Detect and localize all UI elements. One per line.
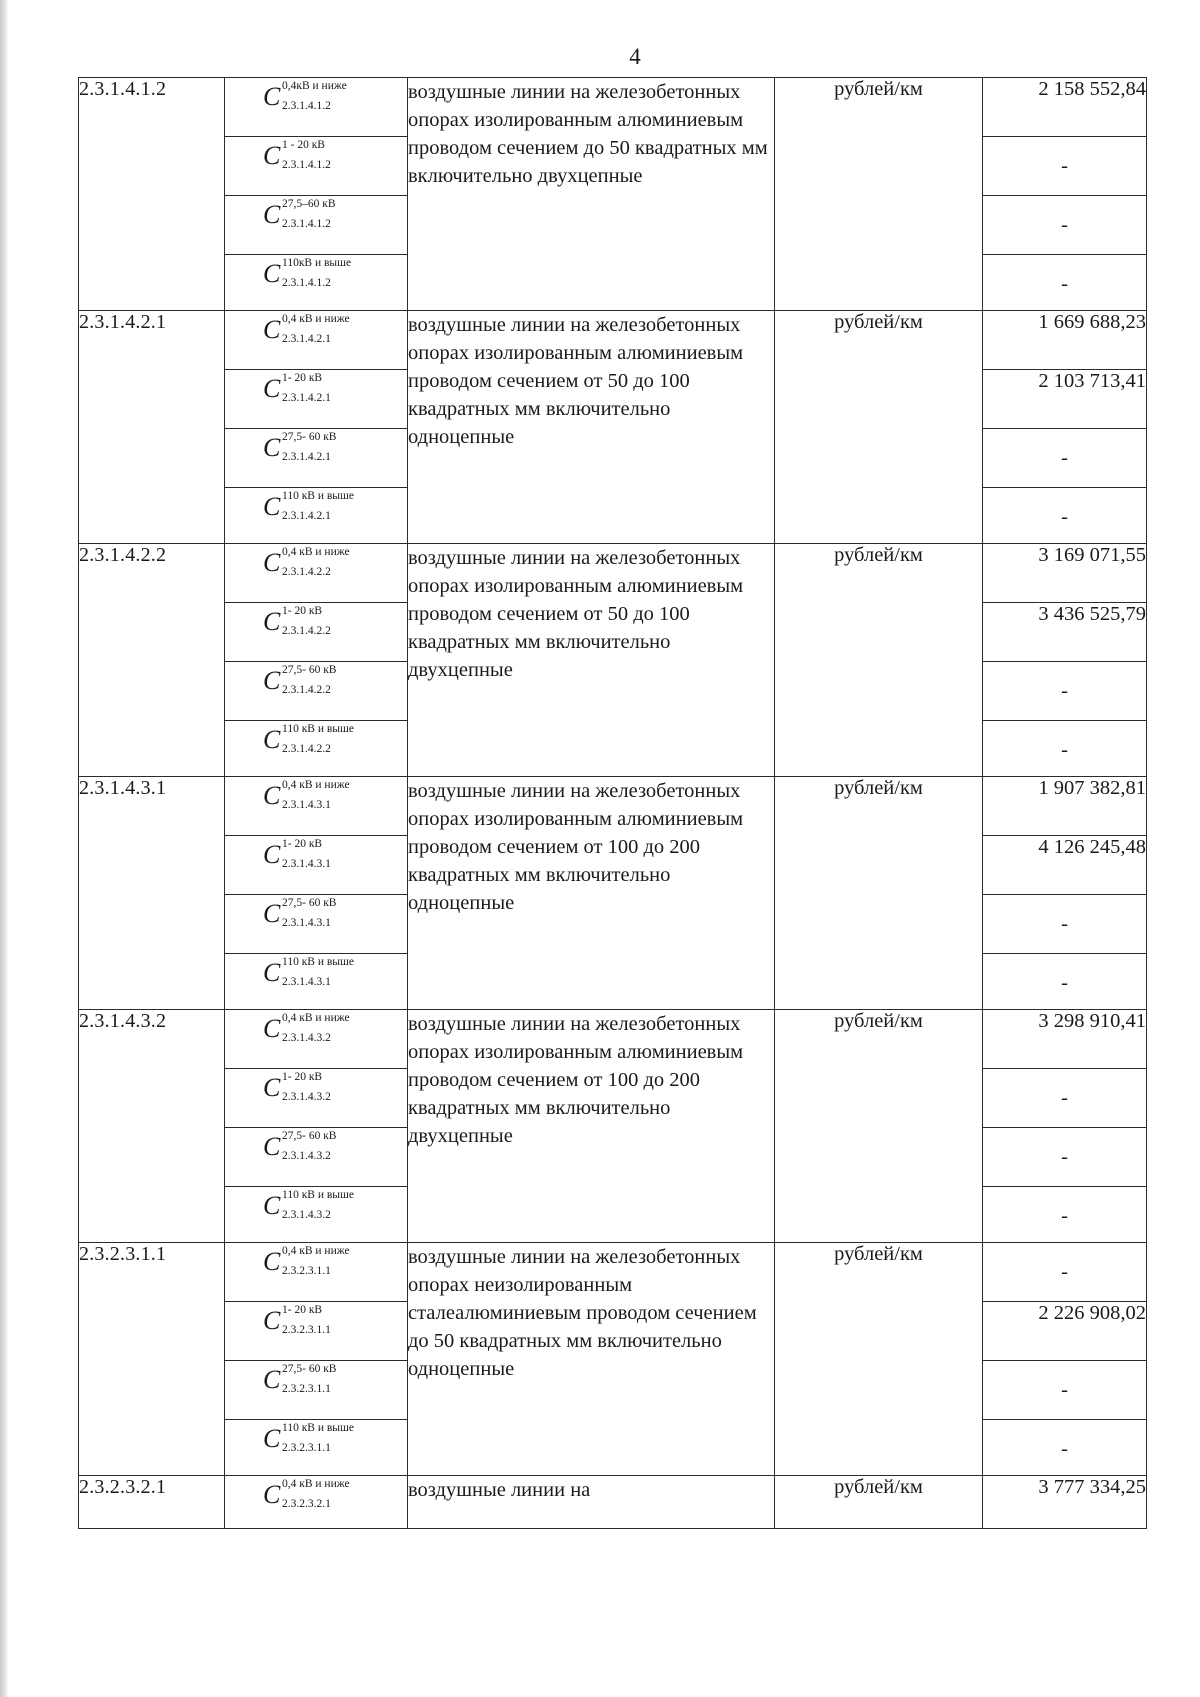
rate-symbol: C xyxy=(263,433,281,462)
rate-code: 2.3.2.3.1.1 xyxy=(79,1243,225,1476)
rate-symbol-cell xyxy=(225,78,408,137)
rate-symbol-cell xyxy=(225,1243,408,1302)
voltage-class: 110 кВ и выше xyxy=(282,723,354,735)
rate-value: 2 158 552,84 xyxy=(983,78,1147,137)
rate-value: - xyxy=(983,895,1147,954)
rate-value: - xyxy=(983,662,1147,721)
rate-value: 3 169 071,55 xyxy=(983,544,1147,603)
rate-symbol: C xyxy=(263,899,281,928)
table-row xyxy=(79,1476,1147,1529)
voltage-class: 0,4кВ и ниже xyxy=(282,80,347,92)
rate-symbol: C xyxy=(263,1424,281,1453)
rate-index: 2.3.1.4.3.1 xyxy=(282,858,331,870)
rate-value: - xyxy=(983,137,1147,196)
rate-symbol-cell xyxy=(225,255,408,311)
rate-symbol: C xyxy=(263,141,281,170)
voltage-class: 1 - 20 кВ xyxy=(282,139,325,151)
rate-index: 2.3.2.3.1.1 xyxy=(282,1324,331,1336)
voltage-class: 0,4 кВ и ниже xyxy=(282,779,350,791)
voltage-class: 0,4 кВ и ниже xyxy=(282,546,350,558)
rate-symbol-cell xyxy=(225,1187,408,1243)
rate-symbol: C xyxy=(263,607,281,636)
unit-label: рублей/км xyxy=(775,1010,983,1243)
voltage-class: 110 кВ и выше xyxy=(282,490,354,502)
rate-symbol: C xyxy=(263,492,281,521)
rate-symbol: C xyxy=(263,958,281,987)
rate-symbol-cell xyxy=(225,544,408,603)
rate-symbol: C xyxy=(263,1247,281,1276)
voltage-class: 27,5- 60 кВ xyxy=(282,897,337,909)
rate-index: 2.3.1.4.3.2 xyxy=(282,1032,331,1044)
unit-label: рублей/км xyxy=(775,1476,983,1529)
rate-symbol-cell xyxy=(225,1420,408,1476)
voltage-class: 1- 20 кВ xyxy=(282,838,323,850)
rate-symbol: C xyxy=(263,1191,281,1220)
rate-symbol: C xyxy=(263,1365,281,1394)
rate-symbol: C xyxy=(263,840,281,869)
voltage-class: 1- 20 кВ xyxy=(282,1304,323,1316)
rate-value: - xyxy=(983,1243,1147,1302)
rate-symbol: C xyxy=(263,781,281,810)
voltage-class: 110 кВ и выше xyxy=(282,956,354,968)
voltage-class: 27,5- 60 кВ xyxy=(282,664,337,676)
rate-code: 2.3.1.4.2.1 xyxy=(79,311,225,544)
rate-index: 2.3.1.4.1.2 xyxy=(282,100,331,112)
unit-label: рублей/км xyxy=(775,777,983,1010)
rate-index: 2.3.1.4.2.2 xyxy=(282,684,331,696)
page-number: 4 xyxy=(629,44,641,69)
rate-symbol-cell xyxy=(225,836,408,895)
rate-index: 2.3.1.4.3.2 xyxy=(282,1209,331,1221)
rate-value: 3 436 525,79 xyxy=(983,603,1147,662)
rate-symbol-cell xyxy=(225,1302,408,1361)
voltage-class: 27,5- 60 кВ xyxy=(282,1130,337,1142)
rate-index: 2.3.1.4.1.2 xyxy=(282,218,331,230)
rate-symbol-cell xyxy=(225,488,408,544)
voltage-class: 1- 20 кВ xyxy=(282,1071,323,1083)
rate-symbol: C xyxy=(263,548,281,577)
rate-code: 2.3.2.3.2.1 xyxy=(79,1476,225,1529)
rate-index: 2.3.1.4.2.2 xyxy=(282,625,331,637)
rate-value: - xyxy=(983,1420,1147,1476)
rate-symbol-cell xyxy=(225,777,408,836)
rate-index: 2.3.2.3.1.1 xyxy=(282,1442,331,1454)
voltage-class: 0,4 кВ и ниже xyxy=(282,1478,350,1490)
voltage-class: 27,5- 60 кВ xyxy=(282,1363,337,1375)
rate-index: 2.3.2.3.2.1 xyxy=(282,1498,331,1510)
voltage-class: 0,4 кВ и ниже xyxy=(282,313,350,325)
line-description: воздушные линии на железобетонных опорах изолированным алюминиевым проводом сечением до 50 квадратных мм включительно двухцепные xyxy=(408,78,775,311)
line-description: воздушные линии на железобетонных опорах изолированным алюминиевым проводом сечением от 100 до 200 квадратных мм включительно одноцепные xyxy=(408,777,775,1010)
rate-code: 2.3.1.4.1.2 xyxy=(79,78,225,311)
rate-value: - xyxy=(983,1128,1147,1187)
rate-value: 1 907 382,81 xyxy=(983,777,1147,836)
unit-label: рублей/км xyxy=(775,311,983,544)
rate-index: 2.3.1.4.3.1 xyxy=(282,976,331,988)
rate-symbol-cell xyxy=(225,311,408,370)
rate-value: - xyxy=(983,954,1147,1010)
rate-symbol-cell xyxy=(225,895,408,954)
voltage-class: 110 кВ и выше xyxy=(282,1189,354,1201)
rate-index: 2.3.1.4.1.2 xyxy=(282,277,331,289)
voltage-class: 1- 20 кВ xyxy=(282,372,323,384)
table-row xyxy=(79,78,1147,137)
table-row xyxy=(79,1243,1147,1302)
rate-symbol: C xyxy=(263,200,281,229)
rate-index: 2.3.1.4.3.1 xyxy=(282,917,331,929)
rate-symbol-cell xyxy=(225,1476,408,1529)
line-description: воздушные линии на xyxy=(408,1476,775,1529)
rate-symbol-cell xyxy=(225,137,408,196)
voltage-class: 0,4 кВ и ниже xyxy=(282,1245,350,1257)
rate-value: - xyxy=(983,196,1147,255)
rate-index: 2.3.1.4.2.1 xyxy=(282,510,331,522)
rates-table xyxy=(78,77,1147,1529)
rate-value: - xyxy=(983,721,1147,777)
rate-value: - xyxy=(983,1361,1147,1420)
rate-value: - xyxy=(983,429,1147,488)
rate-index: 2.3.1.4.3.1 xyxy=(282,799,331,811)
unit-label: рублей/км xyxy=(775,544,983,777)
rate-index: 2.3.1.4.1.2 xyxy=(282,159,331,171)
rate-symbol-cell xyxy=(225,429,408,488)
rate-index: 2.3.2.3.1.1 xyxy=(282,1265,331,1277)
table-row xyxy=(79,311,1147,370)
rate-symbol-cell xyxy=(225,954,408,1010)
rate-index: 2.3.1.4.3.2 xyxy=(282,1150,331,1162)
rate-symbol: C xyxy=(263,1306,281,1335)
scan-edge xyxy=(0,0,9,1697)
rate-symbol-cell xyxy=(225,1069,408,1128)
rate-symbol: C xyxy=(263,374,281,403)
line-description: воздушные линии на железобетонных опорах неизолированным сталеалюминиевым проводом сечением до 50 квадратных мм включительно одноцепные xyxy=(408,1243,775,1476)
voltage-class: 0,4 кВ и ниже xyxy=(282,1012,350,1024)
rate-symbol-cell xyxy=(225,1361,408,1420)
rate-symbol: C xyxy=(263,1132,281,1161)
voltage-class: 110 кВ и выше xyxy=(282,1422,354,1434)
rate-symbol: C xyxy=(263,725,281,754)
rate-symbol: C xyxy=(263,1480,281,1509)
voltage-class: 27,5- 60 кВ xyxy=(282,431,337,443)
rate-index: 2.3.1.4.2.1 xyxy=(282,451,331,463)
rate-code: 2.3.1.4.3.2 xyxy=(79,1010,225,1243)
line-description: воздушные линии на железобетонных опорах изолированным алюминиевым проводом сечением от 50 до 100 квадратных мм включительно двухцепные xyxy=(408,544,775,777)
rate-symbol-cell xyxy=(225,603,408,662)
unit-label: рублей/км xyxy=(775,78,983,311)
rate-symbol: C xyxy=(263,259,281,288)
unit-label: рублей/км xyxy=(775,1243,983,1476)
voltage-class: 1- 20 кВ xyxy=(282,605,323,617)
rate-index: 2.3.2.3.1.1 xyxy=(282,1383,331,1395)
rate-symbol: C xyxy=(263,1073,281,1102)
rate-index: 2.3.1.4.2.2 xyxy=(282,566,331,578)
rates-table-body xyxy=(79,78,1147,1529)
rate-symbol-cell xyxy=(225,662,408,721)
table-row xyxy=(79,544,1147,603)
rate-value: 1 669 688,23 xyxy=(983,311,1147,370)
line-description: воздушные линии на железобетонных опорах изолированным алюминиевым проводом сечением от 50 до 100 квадратных мм включительно одноцепные xyxy=(408,311,775,544)
rate-index: 2.3.1.4.2.1 xyxy=(282,333,331,345)
rate-symbol: C xyxy=(263,315,281,344)
table-row xyxy=(79,1010,1147,1069)
rate-symbol: C xyxy=(263,1014,281,1043)
rate-value: - xyxy=(983,1187,1147,1243)
rate-value: 4 126 245,48 xyxy=(983,836,1147,895)
rate-index: 2.3.1.4.3.2 xyxy=(282,1091,331,1103)
rate-symbol: C xyxy=(263,82,281,111)
voltage-class: 110кВ и выше xyxy=(282,257,352,269)
rate-value: - xyxy=(983,488,1147,544)
rate-value: 2 226 908,02 xyxy=(983,1302,1147,1361)
rate-value: 3 298 910,41 xyxy=(983,1010,1147,1069)
rate-symbol-cell xyxy=(225,370,408,429)
rate-value: 3 777 334,25 xyxy=(983,1476,1147,1529)
rate-symbol-cell xyxy=(225,196,408,255)
rate-symbol-cell xyxy=(225,1128,408,1187)
rate-code: 2.3.1.4.2.2 xyxy=(79,544,225,777)
rate-symbol: C xyxy=(263,666,281,695)
rate-index: 2.3.1.4.2.2 xyxy=(282,743,331,755)
rate-code: 2.3.1.4.3.1 xyxy=(79,777,225,1010)
rate-value: 2 103 713,41 xyxy=(983,370,1147,429)
rate-symbol-cell xyxy=(225,1010,408,1069)
rate-index: 2.3.1.4.2.1 xyxy=(282,392,331,404)
rate-value: - xyxy=(983,1069,1147,1128)
rate-symbol-cell xyxy=(225,721,408,777)
rate-value: - xyxy=(983,255,1147,311)
voltage-class: 27,5–60 кВ xyxy=(282,198,336,210)
table-row xyxy=(79,777,1147,836)
line-description: воздушные линии на железобетонных опорах изолированным алюминиевым проводом сечением от 100 до 200 квадратных мм включительно двухцепные xyxy=(408,1010,775,1243)
